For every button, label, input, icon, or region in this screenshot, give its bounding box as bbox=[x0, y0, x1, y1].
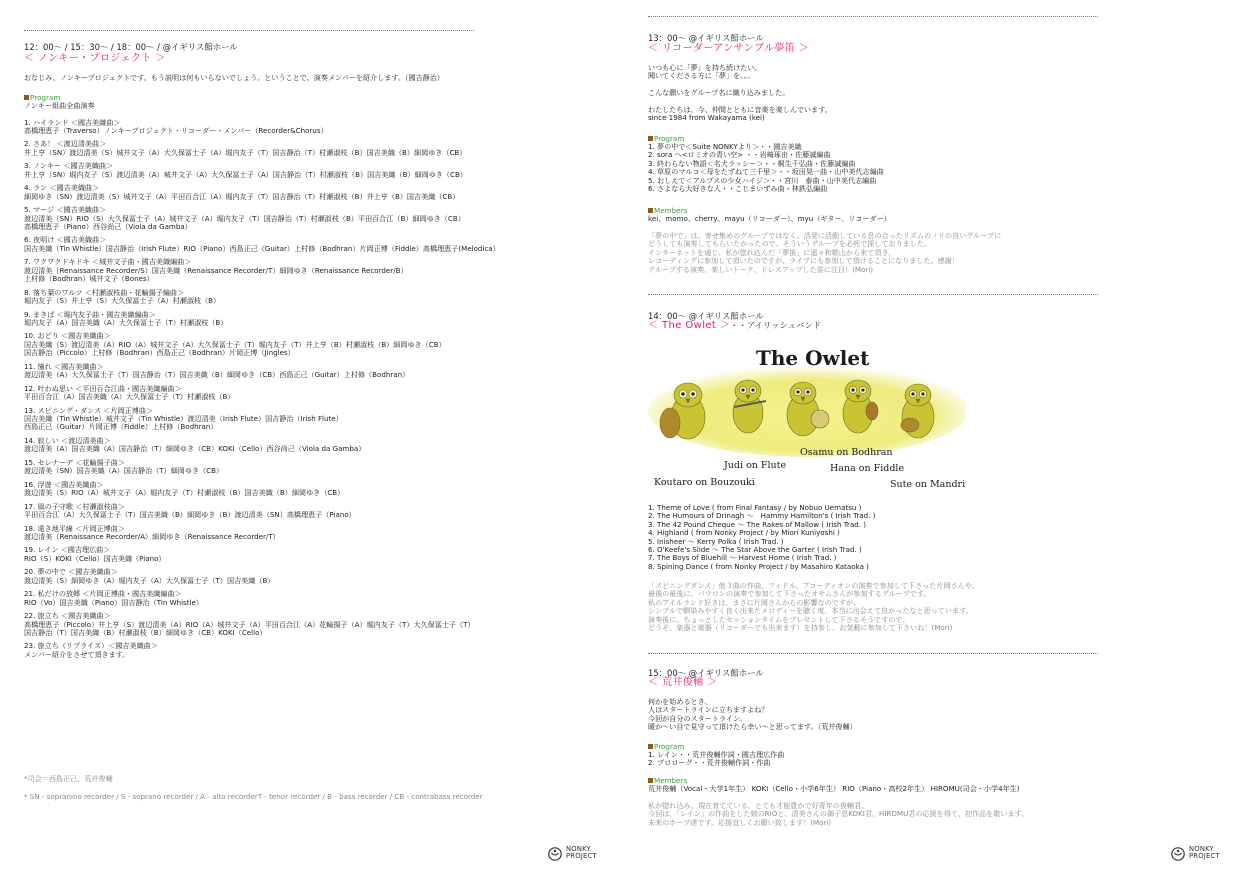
text-line: シンプルで馴染みやすく良く出来たメロディーを聴く度、本当に出会えて良かったなと思っています。 bbox=[648, 606, 973, 616]
label-osamu: Osamu on Bodhran bbox=[800, 447, 893, 458]
text-line: 最後の最後に、バウロンの演奏で参加して下さったオサムさんが参加するグループです。 bbox=[648, 589, 931, 599]
s3-title: ＜ 荒井俊輔 ＞ bbox=[648, 677, 718, 688]
text-line: わたしたちは、今、仲間とともに音楽を楽しんでいます。 bbox=[648, 105, 832, 114]
s1-program-label: Program bbox=[648, 135, 684, 143]
program-item-performers: 渡辺清美（S）RIO（A）城井文子（A）堀内友子（T）村瀬淑枝（B）国吉美織（B）細岡ゆき（CB） bbox=[24, 488, 345, 498]
s3-header: 15：00～ @イギリス館ホール bbox=[648, 668, 764, 678]
s3-members-label: Members bbox=[648, 777, 687, 785]
owl-5 bbox=[901, 384, 934, 438]
text-line: 人はスタートラインに立ちますよね？ bbox=[648, 705, 769, 715]
program-item bbox=[24, 119, 500, 136]
program-item-performers: 堀内友子（A）国吉美織（A）大久保冨士子（T）村瀬淑枝（B） bbox=[24, 317, 228, 327]
program-item-title: 21. 私だけの放郷 ＜片岡正博曲・國吉美織編曲＞ bbox=[24, 589, 182, 599]
program-item bbox=[24, 236, 500, 253]
program-item-performers: 高橋理恵子（Piccolo）井上亨（S）渡辺清美（A）RIO（A）城井文子（A）平田百合江（A）花輪揚子（A）堀内友子（T）大久保冨士子（T） bbox=[24, 619, 475, 629]
s3-program bbox=[648, 751, 784, 768]
logo-mark-icon bbox=[547, 847, 563, 861]
program-item bbox=[24, 437, 500, 454]
logo-mark-icon bbox=[1170, 847, 1186, 861]
square-icon bbox=[648, 744, 653, 749]
program-item-title: 11. 憧れ ＜國吉美織曲＞ bbox=[24, 361, 104, 371]
program-item-title: 23. 旅立ち（リプライズ）＜國吉美織曲＞ bbox=[24, 641, 158, 651]
emcee-note: *司会＝西島正己、荒井俊輔 bbox=[24, 774, 113, 783]
text-line: 今回が自分のスタートライン。 bbox=[648, 713, 747, 723]
program-item-performers: 堀内友子（S）井上亨（S）大久保冨士子（A）村瀬淑枝（B） bbox=[24, 296, 221, 306]
program-item bbox=[24, 503, 500, 520]
program-item bbox=[24, 162, 500, 179]
text-line: 1. レイン・・荒井俊輔作詞・國吉理広作曲 bbox=[648, 750, 785, 759]
program-item-performers: 上村修（Bodhran）城井文子（Bones） bbox=[24, 274, 154, 284]
program-item-performers: 国吉静治（T）国吉美織（B）村瀬淑枝（B）細岡ゆき（CB）KOKI（Cello） bbox=[24, 627, 267, 637]
program-item bbox=[24, 289, 500, 306]
program-item-performers: 平田百合江（A）国吉美織（A）大久保冨士子（T）村瀬淑枝（B） bbox=[24, 392, 235, 402]
logo-text: NONKY PROJECT bbox=[566, 845, 597, 861]
text-line: いつも心に「夢」を持ち続けたい。 bbox=[648, 63, 762, 72]
program-item-performers: 高橋理恵子（Traverso）ノンキープロジェクト・リコーダー・メンバー（Recorder&Chorus） bbox=[24, 125, 328, 135]
s3-members: 荒井俊輔（Vocal・大学1年生） KOKI（Cello・小学6年生） RIO（Piano・高校2年生） HIROMU(司会・小学4年生) bbox=[648, 784, 1020, 793]
program-item bbox=[24, 407, 500, 432]
program-item-performers: 平田百合江（A）大久保冨士子（T）国吉美織（B）細岡ゆき（B）渡辺清美（SN）高橋理恵子（Piano） bbox=[24, 510, 356, 520]
nonky-project-logo bbox=[547, 845, 607, 867]
logo-text: NONKY PROJECT bbox=[1189, 845, 1220, 861]
s1-description bbox=[648, 232, 1001, 274]
program-list bbox=[24, 119, 500, 665]
program-item-performers: RIO（S）KOKI（Cello）国吉美織（Piano） bbox=[24, 553, 166, 563]
text-line: 6. O'Keefe's Slide ～ The Star Above the Garter ( Irish Trad. ) bbox=[648, 545, 862, 555]
program-item-performers: メンバー紹介をさせて頂きます。 bbox=[24, 649, 130, 659]
program-item-title: 2. さあ！ ＜渡辺清美曲＞ bbox=[24, 139, 107, 149]
program-item-performers: 西島正己（Guitar）片岡正博（Fiddle）上村修（Bodhran） bbox=[24, 422, 218, 432]
text-line: 4. 草原のマルコ＜母をたずねて三千里＞・・坂田晃一曲・山中美代志編曲 bbox=[648, 167, 884, 177]
text-line: こんな願いをグループ名に織り込みました。 bbox=[648, 88, 790, 98]
program-item-title: 5. マージ ＜國吉美織曲＞ bbox=[24, 205, 107, 215]
program-item bbox=[24, 590, 500, 607]
text-line: 今回は、「レイン」の作曲をした娘のRIOと、清美さんの御子息KOKI君、HIROMU君の応援を得て、初作品を歌います。 bbox=[648, 809, 1029, 819]
program-item-performers: 渡辺清美（Renaissance Recorder/A）細岡ゆき（Renaissance Recorder/T） bbox=[24, 531, 280, 541]
owlet-labels bbox=[654, 447, 966, 490]
divider bbox=[24, 30, 474, 31]
text-line: 3. 終わらない物語＜名犬ラッシー＞・・桐生千弘曲・佐藤誠編曲 bbox=[648, 158, 856, 168]
program-item-title: 13. スピニング・ダンス ＜片岡正博曲＞ bbox=[24, 405, 154, 415]
program-item-title: 9. まきば ＜堀内友子曲・國吉美織編曲＞ bbox=[24, 309, 156, 319]
program-item bbox=[24, 311, 500, 328]
program-item bbox=[24, 258, 500, 283]
divider bbox=[648, 16, 1098, 17]
owlet-illustration bbox=[648, 333, 966, 497]
program-item-title: 15. セレナーデ ＜花輪揚子曲＞ bbox=[24, 457, 125, 467]
program-item-performers: 渡辺清美（A）国吉美織（A）国吉静治（T）細岡ゆき（CB）KOKI（Cello）西谷尚己（Viola da Gamba） bbox=[24, 444, 366, 454]
nonky-project-logo-right bbox=[1170, 845, 1230, 867]
text-line: 2. The Humours of Drinagh ～ Hammy Hamilton's ( Irish Trad. ) bbox=[648, 511, 876, 521]
text-line: 3. The 42 Pound Cheque ～ The Rakes of Mallow ( Irish Trad. ) bbox=[648, 519, 867, 529]
s2-title: ＜ The Owlet ＞・・アイリッシュバンド bbox=[648, 320, 822, 331]
s2-description bbox=[648, 582, 979, 632]
text-line: 「スピニングダンス」他３曲の作曲、フィドル、アコーディオンの演奏で参加して下さった片岡さんや、 bbox=[648, 581, 979, 590]
program-item bbox=[24, 206, 500, 231]
program-item bbox=[24, 612, 500, 637]
text-line: 2. プロローグ・・荒井俊輔作詞・作曲 bbox=[648, 758, 771, 768]
text-line: 私のアイルランド好きは、まさに片岡さんからの影響なのですが、 bbox=[648, 597, 861, 607]
program-item-title: 8. 落ち葉のワルツ ＜村瀬淑枝曲・花輪揚子編曲＞ bbox=[24, 287, 185, 297]
s3-intro bbox=[648, 698, 857, 732]
text-line: グループする演奏、楽しいトーク、ドレスアップした姿に注目！(Mori) bbox=[648, 264, 874, 274]
program-item bbox=[24, 546, 500, 563]
square-icon bbox=[648, 778, 653, 783]
text-line: since 1984 from Wakayama (kei) bbox=[648, 113, 765, 123]
text-line: 7. The Boys of Bluehill ～ Harvest Home ( Irish Trad. ) bbox=[648, 553, 837, 563]
owlet-image-title: The Owlet bbox=[756, 346, 870, 370]
text-line: 1. 夢の中で＜Suite NONKYより＞・・國吉美織 bbox=[648, 142, 802, 151]
program-item-title: 12. 叶わぬ思い ＜平田百合江曲・國吉美織編曲＞ bbox=[24, 383, 182, 393]
program-item bbox=[24, 332, 500, 357]
s2-header: 14：00～ @イギリス館ホール bbox=[648, 311, 764, 321]
text-line: 6. さよなら大好きな人・・こじまいずみ曲・林鉄弘編曲 bbox=[648, 184, 828, 194]
program-item-title: 4. ラン ＜國吉美織曲＞ bbox=[24, 183, 100, 193]
text-line: 聞いてくださる方に「夢」を。。。 bbox=[648, 71, 755, 81]
program-item-performers: 細岡ゆき（SN）渡辺清美（S）城井文子（A）平田百合江（A）堀内友子（T）国吉静治（T）村瀬淑枝（B）井上亨（B）国吉美織（CB） bbox=[24, 191, 460, 201]
divider bbox=[648, 653, 1098, 654]
text-line: 未来のホープ達です。応援宜しくお願い致します！(Mori) bbox=[648, 817, 832, 827]
program-item bbox=[24, 642, 500, 659]
program-item-title: 18. 遠き地平線 ＜片岡正博曲＞ bbox=[24, 523, 125, 533]
left-title: ＜ ノンキー・プロジェクト ＞ bbox=[24, 53, 166, 64]
s1-program bbox=[648, 143, 884, 193]
text-line: 「夢の中で」は、寄せ集めのグループではなく、活発に活動している息の合ったリズムのノリの良いグループに bbox=[648, 231, 1002, 240]
text-line: 何かを始めるとき、 bbox=[648, 697, 712, 706]
s3-program-label: Program bbox=[648, 743, 684, 751]
s1-members: kei、momo、cherry、mayu（リコーダー）、myu（ギター、リコーダー） bbox=[648, 214, 891, 223]
label-hana: Hana on Fiddle bbox=[830, 463, 905, 474]
text-line: 4. Highland ( from Nonky Project / by Miori Kuniyoshi ) bbox=[648, 528, 840, 538]
text-line: 暖か～い目で見守って頂けたら幸い～と思ってます。（荒井俊輔） bbox=[648, 722, 857, 732]
s1-members-label: Members bbox=[648, 207, 687, 215]
text-line: レコーディングに参加して頂いたのですが、ライブにも参加して頂けることになりました。感謝！ bbox=[648, 256, 959, 266]
program-item-performers: 国吉美織（Tin Whistle）国吉静治（Irish Flute）RIO（Piano）西島正己（Guitar）上村修（Bodhran）片岡正博（Fiddle）高橋理恵子(Melodica） bbox=[24, 243, 500, 253]
text-line: 5. おしえて＜アルプスの少女ハイジ＞・・宮川 泰曲・山中美代志編曲 bbox=[648, 175, 877, 185]
program-item-title: 1. ハイランド ＜國吉美織曲＞ bbox=[24, 117, 121, 127]
program-item-performers: 国吉美織（Tin Whistle）城井文子（Tin Whistle）渡辺清美（Irish Flute）国吉静治（Irish Flute） bbox=[24, 414, 343, 423]
program-item-title: 22. 旅立ち ＜國吉美織曲＞ bbox=[24, 611, 111, 621]
text-line: 私が惚れ込み、現在育てている、とても才能豊かで好青年の俊輔君。 bbox=[648, 801, 869, 810]
s2-program bbox=[648, 504, 875, 571]
program-item-performers: 渡辺清美（A）大久保冨士子（T）国吉静治（T）国吉美織（B）細岡ゆき（CB）西島正己（Guitar）上村修（Bodhran） bbox=[24, 370, 410, 380]
square-icon bbox=[648, 136, 653, 141]
program-item bbox=[24, 481, 500, 498]
divider bbox=[648, 294, 1098, 295]
program-item bbox=[24, 568, 500, 585]
program-item-performers: 井上亨（SN）渡辺清美（S）城井文子（A）大久保冨士子（A）堀内友子（T）国吉静治（T）村瀬淑枝（B）国吉美織（B）細岡ゆき（CB） bbox=[24, 147, 467, 157]
text-line: 2. sora へ<ロミオの青い空> ・・岩崎琢由・佐藤誠編曲 bbox=[648, 150, 831, 160]
program-item-performers: 渡辺清美（SN）RIO（S）大久保冨士子（A）城井文子（A）堀内友子（T）国吉静治（T）村瀬淑枝（B）平田百合江（B）細岡ゆき（CB） bbox=[24, 213, 465, 223]
program-item-performers: 渡辺清美（Renaissance Recorder/S）国吉美織（Renaissance Recorder/T）細岡ゆき（Renaissance Recorder/B） bbox=[24, 265, 408, 275]
program-item-title: 10. おどり ＜國吉美織曲＞ bbox=[24, 331, 111, 341]
program-item-title: 16. 浮遊 ＜國吉美織曲＞ bbox=[24, 479, 104, 489]
label-judi: Judi on Flute bbox=[724, 460, 787, 471]
text-line: どうしても演奏してもらいたかったので、そういうグループを必死で探しておりました。 bbox=[648, 239, 932, 249]
program-item bbox=[24, 525, 500, 542]
program-item bbox=[24, 140, 500, 157]
s1-intro bbox=[648, 64, 832, 123]
label-sute: Sute on Mandrin bbox=[890, 479, 966, 490]
program-item bbox=[24, 385, 500, 402]
program-item-performers: 国吉静治（Piccolo）上村修（Bodhran）西島正己（Bodhran）片岡正博（Jingles） bbox=[24, 348, 295, 358]
program-item-performers: 渡辺清美（S）細岡ゆき（A）堀内友子（A）大久保冨士子（T）国吉美織（B） bbox=[24, 575, 275, 585]
program-item-performers: 高橋理恵子（Piano）西谷尚己（Viola da Gamba） bbox=[24, 221, 192, 231]
program-item-title: 7. ワクワクドキドキ ＜城井文子曲・國吉美織編曲＞ bbox=[24, 257, 192, 267]
program-item-title: 3. ノンキー ＜國吉美織曲＞ bbox=[24, 161, 114, 171]
program-item bbox=[24, 459, 500, 476]
program-item-title: 14. 寂しい ＜渡辺清美曲＞ bbox=[24, 435, 111, 445]
text-line: 8. Spining Dance ( from Nonky Project / by Masahiro Kataoka ) bbox=[648, 561, 869, 571]
program-item-title: 20. 夢の中で ＜國吉美織曲＞ bbox=[24, 567, 118, 577]
s3-description bbox=[648, 802, 1028, 827]
program-item-title: 19. レイン ＜國吉理広曲＞ bbox=[24, 545, 111, 555]
text-line: どうぞ、楽器と楽器（リコーダーでも出来ます）を持参し、お気軽に参加して下さいね！(Mori) bbox=[648, 623, 953, 633]
program-item-performers: 井上亨（SN）堀内友子（S）渡辺清美（A）城井文子（A）大久保冨士子（A）国吉静治（T）村瀬淑枝（B）国吉美織（B）細岡ゆき（CB） bbox=[24, 169, 467, 179]
left-header: 12：00～ / 15：30～ / 18：00～ / @イギリス館ホール bbox=[24, 42, 238, 52]
square-icon bbox=[648, 208, 653, 213]
program-item bbox=[24, 184, 500, 201]
abbreviation-note: * SN - sopranino recorder / S - soprano recorder / A - alto recorderT - tenor recorder / B - bass recorder / CB - contrabass recorder bbox=[24, 792, 483, 801]
text-line: 演奏後に、ちょっとしたセッションタイムをプレゼントして下さるそうですので、 bbox=[648, 614, 910, 624]
s1-header: 13：00～ @イギリス館ホール bbox=[648, 33, 764, 43]
program-item-title: 6. 夜明け ＜國吉美織曲＞ bbox=[24, 235, 107, 245]
left-intro: おなじみ、ノンキープロジェクトです。もう説明は何もいらないでしょう。ということで、演奏メンバーを紹介します。（國吉静治） bbox=[24, 73, 444, 82]
program-item bbox=[24, 363, 500, 380]
program-item-performers: RIO（Vo）国吉美織（Piano）国吉静治（Tin Whistle） bbox=[24, 597, 203, 607]
text-line: 1. Theme of Love ( from Final Fantasy / by Nobuo Uematsu ) bbox=[648, 503, 862, 512]
label-koutaro: Koutaro on Bouzouki bbox=[654, 477, 755, 488]
owlet-band-image bbox=[648, 333, 966, 497]
program-desc: ノンキー組曲全曲演奏 bbox=[24, 101, 95, 110]
s1-title: ＜ リコーダーアンサンブル夢笛 ＞ bbox=[648, 43, 810, 54]
text-line: インターネットを通じ、私が惚れ込んだ「夢笛」に遥々和歌山から来て頂き、 bbox=[648, 247, 896, 257]
program-label: Program bbox=[24, 94, 60, 102]
text-line: 5. Inisheer ～ Kerry Polka ( Irish Trad. ) bbox=[648, 536, 784, 546]
program-item-performers: 国吉美織（S）渡辺清美（A）RIO（A）城井文子（A）大久保冨士子（T）堀内友子（T）井上亨（B）村瀬淑枝（B）細岡ゆき（CB） bbox=[24, 339, 446, 349]
square-icon bbox=[24, 95, 29, 100]
program-item-title: 17. 風の子守歌 ＜村瀬淑枝曲＞ bbox=[24, 501, 125, 511]
program-item-performers: 渡辺清美（SN）国吉美織（A）国吉静治（T）細岡ゆき（CB） bbox=[24, 466, 224, 476]
